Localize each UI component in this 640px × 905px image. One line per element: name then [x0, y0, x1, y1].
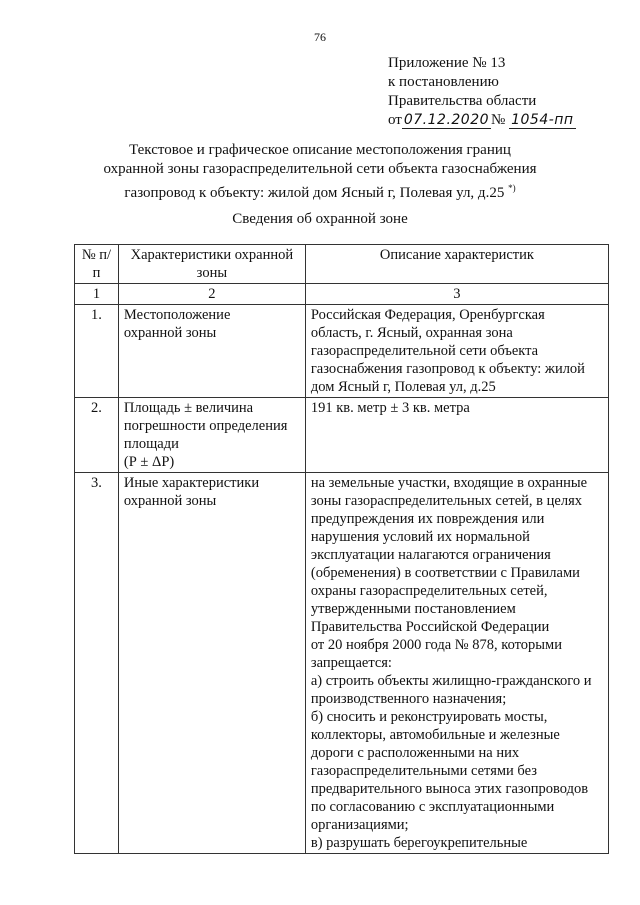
- description-line: производственного назначения;: [310, 691, 507, 707]
- appendix-line-3: Правительства области: [388, 93, 537, 109]
- description-line: б) сносить и реконструировать мосты,: [310, 709, 548, 725]
- header-description: Описание характеристик: [305, 245, 608, 284]
- description-line: на земельные участки, входящие в охранные: [310, 475, 588, 491]
- row-characteristic: [118, 398, 305, 473]
- row-description: [305, 473, 608, 854]
- description-line: от 20 ноября 2000 года № 878, которыми: [310, 637, 562, 653]
- row-characteristic: [118, 305, 305, 398]
- table-row: [75, 305, 609, 398]
- description-line: дороги с расположенными на них: [310, 745, 520, 761]
- section-subtitle: Сведения об охранной зоне: [232, 211, 408, 227]
- title-line-3-text: газопровод к объекту: жилой дом Ясный г, Полевая ул, д.25: [124, 185, 505, 201]
- description-line: коллекторы, автомобильные и железные: [310, 727, 560, 743]
- description-line: Российская Федерация, Оренбургская: [310, 307, 545, 323]
- header-number: № п/п: [75, 245, 119, 284]
- appendix-prefix-ot: от: [388, 112, 402, 128]
- handwritten-date: 07.12.2020: [403, 112, 490, 128]
- description-line: дом Ясный г, Полевая ул, д.25: [310, 379, 496, 395]
- description-line: а) строить объекты жилищно-гражданского и: [310, 673, 592, 689]
- description-line: газоснабжения газопровод к объекту: жилой: [310, 361, 585, 377]
- row-number: 3.: [75, 473, 119, 854]
- characteristic-line: Местоположение: [123, 307, 231, 323]
- table-row: [75, 398, 609, 473]
- description-line: охраны газораспределительных сетей,: [310, 583, 548, 599]
- description-line: Правительства Российской Федерации: [310, 619, 550, 635]
- description-line: газораспределительными сетями без: [310, 763, 537, 779]
- description-line: предварительного выноса этих газопроводов: [310, 781, 589, 797]
- zone-info-table: [74, 244, 609, 854]
- title-line-1: Текстовое и графическое описание местоположения границ: [129, 142, 511, 158]
- description-line: газораспределительной сети объекта: [310, 343, 539, 359]
- characteristic-line: охранной зоны: [123, 325, 217, 341]
- characteristic-line: (Р ± ΔР): [123, 454, 175, 470]
- characteristic-line: Иные характеристики: [123, 475, 260, 491]
- handwritten-number: 1054-пп: [511, 112, 574, 128]
- appendix-line-1: Приложение № 13: [388, 55, 506, 71]
- title-line-3: [0, 179, 640, 203]
- description-line: утвержденными постановлением: [310, 601, 516, 617]
- table-body: [75, 305, 609, 854]
- row-characteristic: [118, 473, 305, 854]
- title-line-2: охранной зоны газораспределительной сети объекта газоснабжения: [103, 161, 537, 177]
- characteristic-line: Площадь ± величина: [123, 400, 254, 416]
- description-line: предупреждения их повреждения или: [310, 511, 545, 527]
- footnote-mark: *): [508, 183, 516, 193]
- description-line: (обременения) в соответствии с Правилами: [310, 565, 580, 581]
- column-number-1: 1: [75, 284, 119, 305]
- description-line: по согласованию с эксплуатационными: [310, 799, 555, 815]
- characteristic-line: площади: [123, 436, 179, 452]
- row-number: 2.: [75, 398, 119, 473]
- appendix-date-number-line: [388, 111, 576, 130]
- header-characteristic: Характеристики охранной зоны: [118, 245, 305, 284]
- column-number-2: 2: [118, 284, 305, 305]
- appendix-block: [388, 54, 576, 130]
- table-row: [75, 473, 609, 854]
- description-line: 191 кв. метр ± 3 кв. метра: [310, 400, 470, 416]
- description-line: зоны газораспределительных сетей, в целях: [310, 493, 582, 509]
- column-number-row: [75, 284, 609, 305]
- table-header-row: [75, 245, 609, 284]
- description-line: нарушения условий их нормальной: [310, 529, 530, 545]
- page-number: 76: [314, 30, 326, 44]
- appendix-line-2: к постановлению: [388, 74, 499, 90]
- characteristic-line: охранной зоны: [123, 493, 217, 509]
- column-number-3: 3: [305, 284, 608, 305]
- description-line: область, г. Ясный, охранная зона: [310, 325, 513, 341]
- row-description: [305, 305, 608, 398]
- description-line: в) разрушать берегоукрепительные: [310, 835, 528, 851]
- description-line: эксплуатации налагаются ограничения: [310, 547, 551, 563]
- description-line: организациями;: [310, 817, 409, 833]
- number-sign: №: [491, 112, 506, 128]
- characteristic-line: погрешности определения: [123, 418, 288, 434]
- row-description: [305, 398, 608, 473]
- row-number: 1.: [75, 305, 119, 398]
- document-title: [0, 141, 640, 203]
- description-line: запрещается:: [310, 655, 392, 671]
